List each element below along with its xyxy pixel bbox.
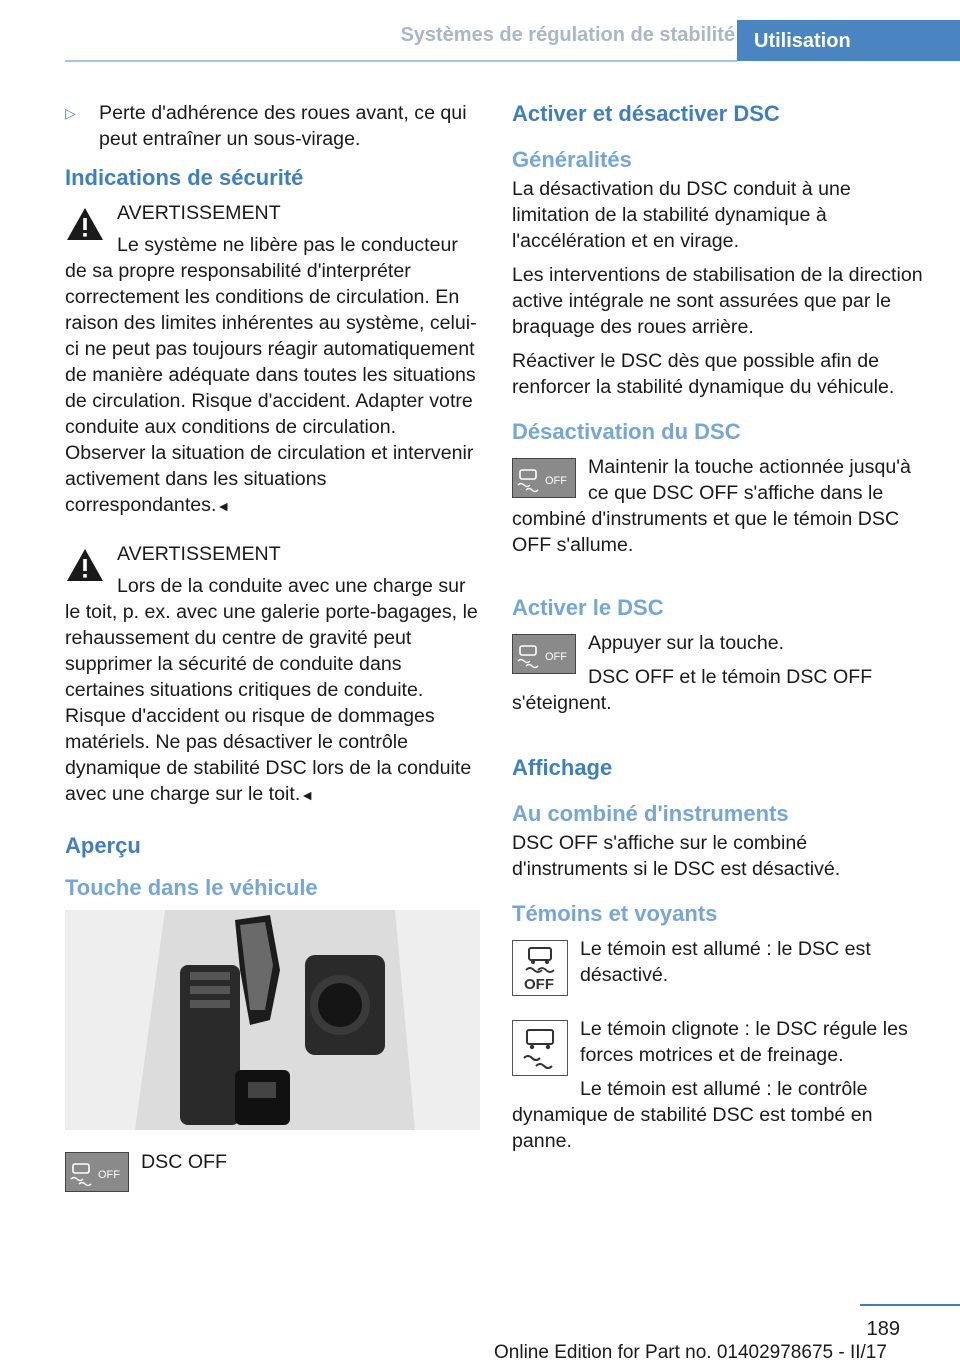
console-photo	[65, 910, 480, 1130]
warning-block-2	[65, 541, 480, 808]
warning-title: AVERTISSEMENT	[117, 202, 281, 224]
warning-triangle-icon	[65, 206, 105, 242]
dsc-off-lamp-icon	[512, 940, 568, 996]
main-heading: Activer et désactiver DSC	[512, 101, 780, 126]
general-p3: Réactiver le DSC dès que possible afin de renforcer la stabilité dynamique du véhicule.	[512, 350, 895, 398]
activate-p2: DSC OFF et le témoin DSC OFF s'éteignent.	[512, 666, 873, 714]
bullet-text: Perte d'adhérence des roues avant, ce qui peut entraîner un sous-virage.	[99, 102, 467, 150]
deactivate-text: Maintenir la touche actionnée jusqu'à ce que DSC OFF s'affiche dans le combiné d'instruments et que le témoin DSC OFF s'allume.	[512, 456, 911, 556]
display-heading: Affichage	[512, 755, 613, 780]
page-number-rule	[860, 1304, 960, 1306]
list-item	[65, 100, 480, 152]
cluster-heading: Au combiné d'instruments	[512, 801, 789, 826]
dsc-off-row	[65, 1148, 480, 1181]
warning-text: Le système ne libère pas le conducteur de sa propre responsabilité d'interpréter correctement les conditions de circulation. En raison des limites inhérentes au système, celui-ci ne peut pas toujours réagir automatiquement de manière adéquate dans toutes les situations de circulation. Risque d'accident. Adapter votre conduite aux conditions de circulation. Observer la situation de circulation et intervenir activement dans les situations correspondantes.	[65, 234, 477, 516]
overview-heading: Aperçu	[65, 833, 141, 858]
svg-text:OFF: OFF	[524, 976, 554, 993]
end-mark: ◄	[300, 787, 315, 803]
dsc-off-button-icon	[65, 1152, 129, 1192]
lamp2-block	[512, 1016, 927, 1154]
general-p1: La désactivation du DSC conduit à une limitation de la stabilité dynamique à l'accélération et en virage.	[512, 178, 851, 252]
left-column	[65, 100, 480, 1194]
general-heading: Généralités	[512, 147, 632, 172]
header-rule	[65, 60, 737, 62]
dsc-off-button-icon	[512, 634, 576, 674]
lamp2-p1: Le témoin clignote : le DSC régule les forces motrices et de freinage.	[580, 1018, 908, 1066]
svg-text:OFF: OFF	[98, 1169, 120, 1181]
lamp2-p2: Le témoin est allumé : le contrôle dynamique de stabilité DSC est tombé en panne.	[512, 1078, 873, 1152]
end-mark: ◄	[216, 498, 231, 514]
page-number: 189	[866, 1318, 900, 1340]
dsc-off-label: DSC OFF	[141, 1151, 227, 1173]
dsc-off-button-icon	[512, 458, 576, 498]
dsc-lamp-icon	[512, 1020, 568, 1076]
lamp1-text: Le témoin est allumé : le DSC est désactivé.	[580, 938, 871, 986]
warning-text: Lors de la conduite avec une charge sur le toit, p. ex. avec une galerie porte-bagages, le rehaussement du centre de gravité peut supprimer la sécurité de conduite dans certaines situations critiques de conduite. Risque d'accident ou risque de dommages matériels. Ne pas désactiver le contrôle dynamique de stabilité DSC lors de la conduite avec une charge sur le toit.	[65, 575, 478, 805]
activate-p1: Appuyer sur la touche.	[588, 632, 785, 654]
center-console-image	[65, 910, 480, 1130]
button-heading: Touche dans le véhicule	[65, 875, 318, 900]
bullet-triangle-icon: ▷	[65, 105, 76, 121]
deactivate-heading: Désactivation du DSC	[512, 419, 741, 444]
safety-heading: Indications de sécurité	[65, 165, 304, 190]
activate-heading: Activer le DSC	[512, 595, 664, 620]
header-section-title: Systèmes de régulation de stabilité	[400, 24, 735, 46]
cluster-text: DSC OFF s'affiche sur le combiné d'instruments si le DSC est désactivé.	[512, 832, 841, 880]
header-chapter-tab[interactable]: Utilisation	[737, 20, 960, 61]
svg-text:OFF: OFF	[545, 475, 567, 487]
edition-footer: Online Edition for Part no. 01402978675 - II/17	[494, 1342, 887, 1363]
warning-block-1	[65, 200, 480, 519]
right-column	[512, 100, 927, 1162]
activate-block	[512, 630, 927, 724]
deactivate-block	[512, 454, 927, 566]
general-p2: Les interventions de stabilisation de la direction active intégrale ne sont assurées que par le braquage des roues arrière.	[512, 264, 923, 338]
lamps-heading: Témoins et voyants	[512, 901, 718, 926]
warning-triangle-icon	[65, 547, 105, 583]
warning-title: AVERTISSEMENT	[117, 543, 281, 565]
svg-text:OFF: OFF	[545, 651, 567, 663]
lamp1-block	[512, 936, 927, 998]
